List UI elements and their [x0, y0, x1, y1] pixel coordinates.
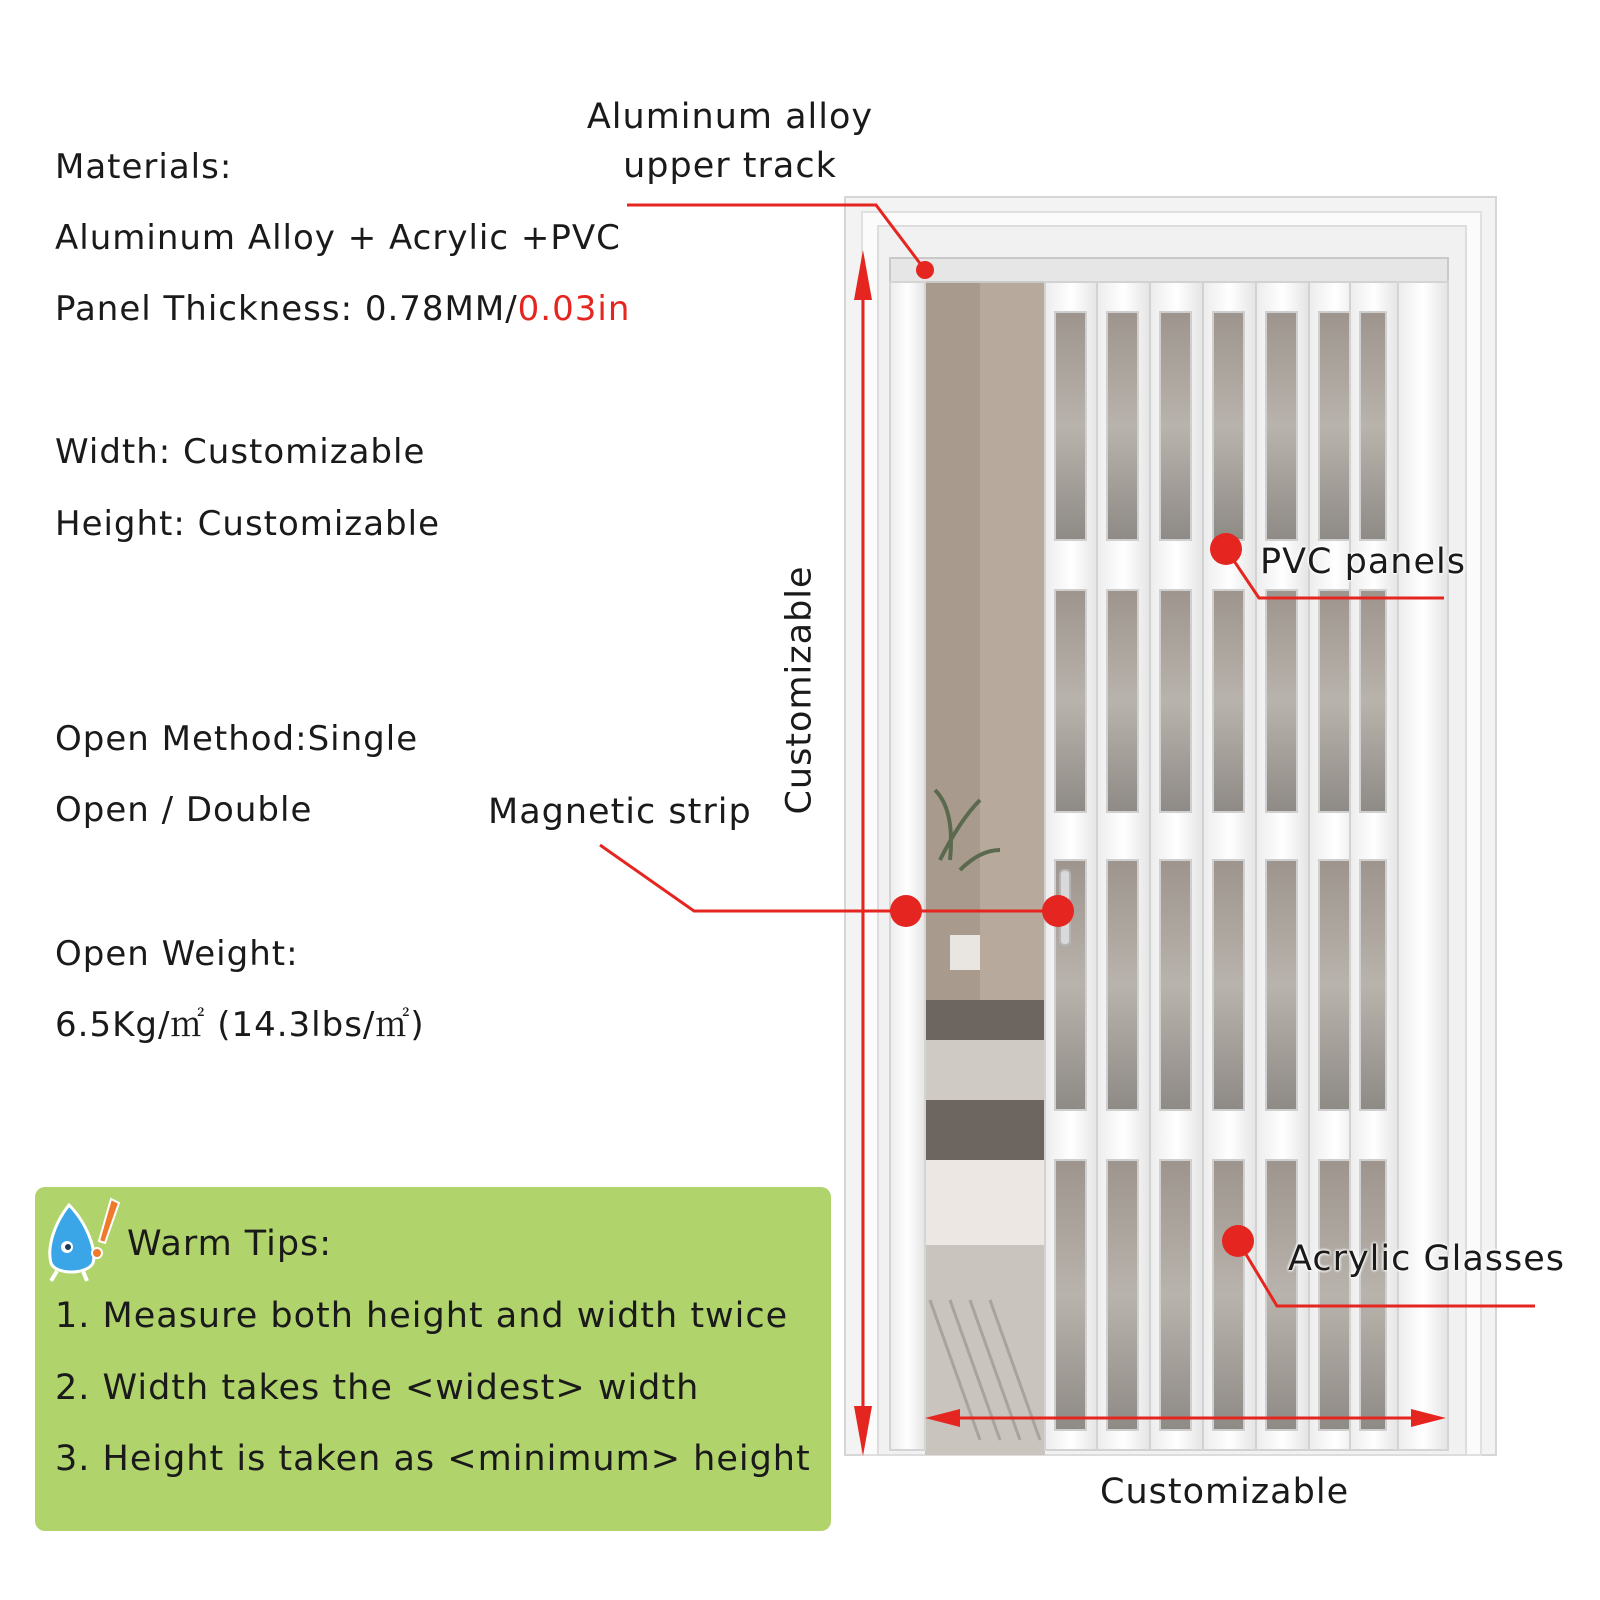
- pvc-panels-dot: [1210, 533, 1242, 565]
- height-spec: Height: Customizable: [55, 504, 440, 544]
- tip-mascot-icon: [39, 1197, 129, 1287]
- acrylic-glass-pane: [1266, 312, 1297, 540]
- acrylic-glasses-dot: [1222, 1225, 1254, 1257]
- acrylic-glass-pane: [1319, 1160, 1350, 1430]
- upper-track-callout: [585, 97, 875, 186]
- acrylic-glass-pane: [1107, 860, 1138, 1110]
- acrylic-glass-pane: [1213, 590, 1244, 812]
- acrylic-glass-pane: [1360, 590, 1386, 812]
- acrylic-glass-pane: [1360, 312, 1386, 540]
- height-dimension-label: Customizable: [779, 565, 820, 815]
- acrylic-glass-pane: [1107, 590, 1138, 812]
- tip-item: 1. Measure both height and width twice: [55, 1296, 789, 1336]
- room-interior: [925, 282, 1045, 1455]
- materials-label: Materials:: [55, 147, 233, 187]
- upper-track: [890, 258, 1448, 282]
- acrylic-glass-pane: [1107, 312, 1138, 540]
- open-weight-label: Open Weight:: [55, 934, 299, 974]
- acrylic-glass-pane: [1213, 312, 1244, 540]
- open-method-line2: Open / Double: [55, 790, 313, 830]
- width-dimension-label: Customizable: [1100, 1472, 1350, 1512]
- magnetic-strip-dot-left: [890, 895, 922, 927]
- materials-value: Aluminum Alloy + Acrylic +PVC: [55, 218, 621, 258]
- acrylic-glass-pane: [1160, 312, 1191, 540]
- magnetic-strip-callout: Magnetic strip: [488, 792, 752, 832]
- open-weight-value: 6.5Kg/㎡ (14.3lbs/㎡): [55, 1005, 425, 1045]
- panel-thickness: [55, 289, 631, 329]
- upper-track-line2: upper track: [623, 146, 837, 186]
- upper-track-line1: Aluminum alloy: [586, 97, 874, 137]
- acrylic-glasses-callout: Acrylic Glasses: [1288, 1239, 1566, 1279]
- acrylic-glass-pane: [1055, 590, 1086, 812]
- acrylic-glass-pane: [1055, 1160, 1086, 1430]
- tip-item: 2. Width takes the <widest> width: [55, 1368, 700, 1408]
- warm-tips-box: [35, 1187, 831, 1531]
- panel-thickness-inch: 0.03in: [517, 289, 631, 329]
- acrylic-glass-pane: [1160, 590, 1191, 812]
- acrylic-glass-pane: [1055, 312, 1086, 540]
- acrylic-glass-pane: [1213, 1160, 1244, 1430]
- acrylic-glass-pane: [1319, 312, 1350, 540]
- acrylic-glass-pane: [1107, 1160, 1138, 1430]
- upper-track-dot: [916, 261, 934, 279]
- acrylic-glass-pane: [1266, 860, 1297, 1110]
- panel-thickness-mm: Panel Thickness: 0.78MM/: [55, 289, 518, 329]
- acrylic-glass-pane: [1160, 860, 1191, 1110]
- acrylic-glass-pane: [1266, 590, 1297, 812]
- magnetic-strip-dot-right: [1042, 895, 1074, 927]
- width-spec: Width: Customizable: [55, 432, 426, 472]
- tips-title: Warm Tips:: [127, 1224, 333, 1264]
- acrylic-glass-pane: [1319, 590, 1350, 812]
- left-jamb: [890, 282, 925, 1450]
- open-method-line1: Open Method:Single: [55, 719, 419, 759]
- acrylic-glass-pane: [1360, 860, 1386, 1110]
- acrylic-glass-pane: [1213, 860, 1244, 1110]
- pvc-panels-callout: PVC panels: [1260, 542, 1466, 582]
- tip-item: 3. Height is taken as <minimum> height: [55, 1439, 811, 1479]
- acrylic-glass-pane: [1160, 1160, 1191, 1430]
- acrylic-glass-pane: [1360, 1160, 1386, 1430]
- acrylic-glass-pane: [1319, 860, 1350, 1110]
